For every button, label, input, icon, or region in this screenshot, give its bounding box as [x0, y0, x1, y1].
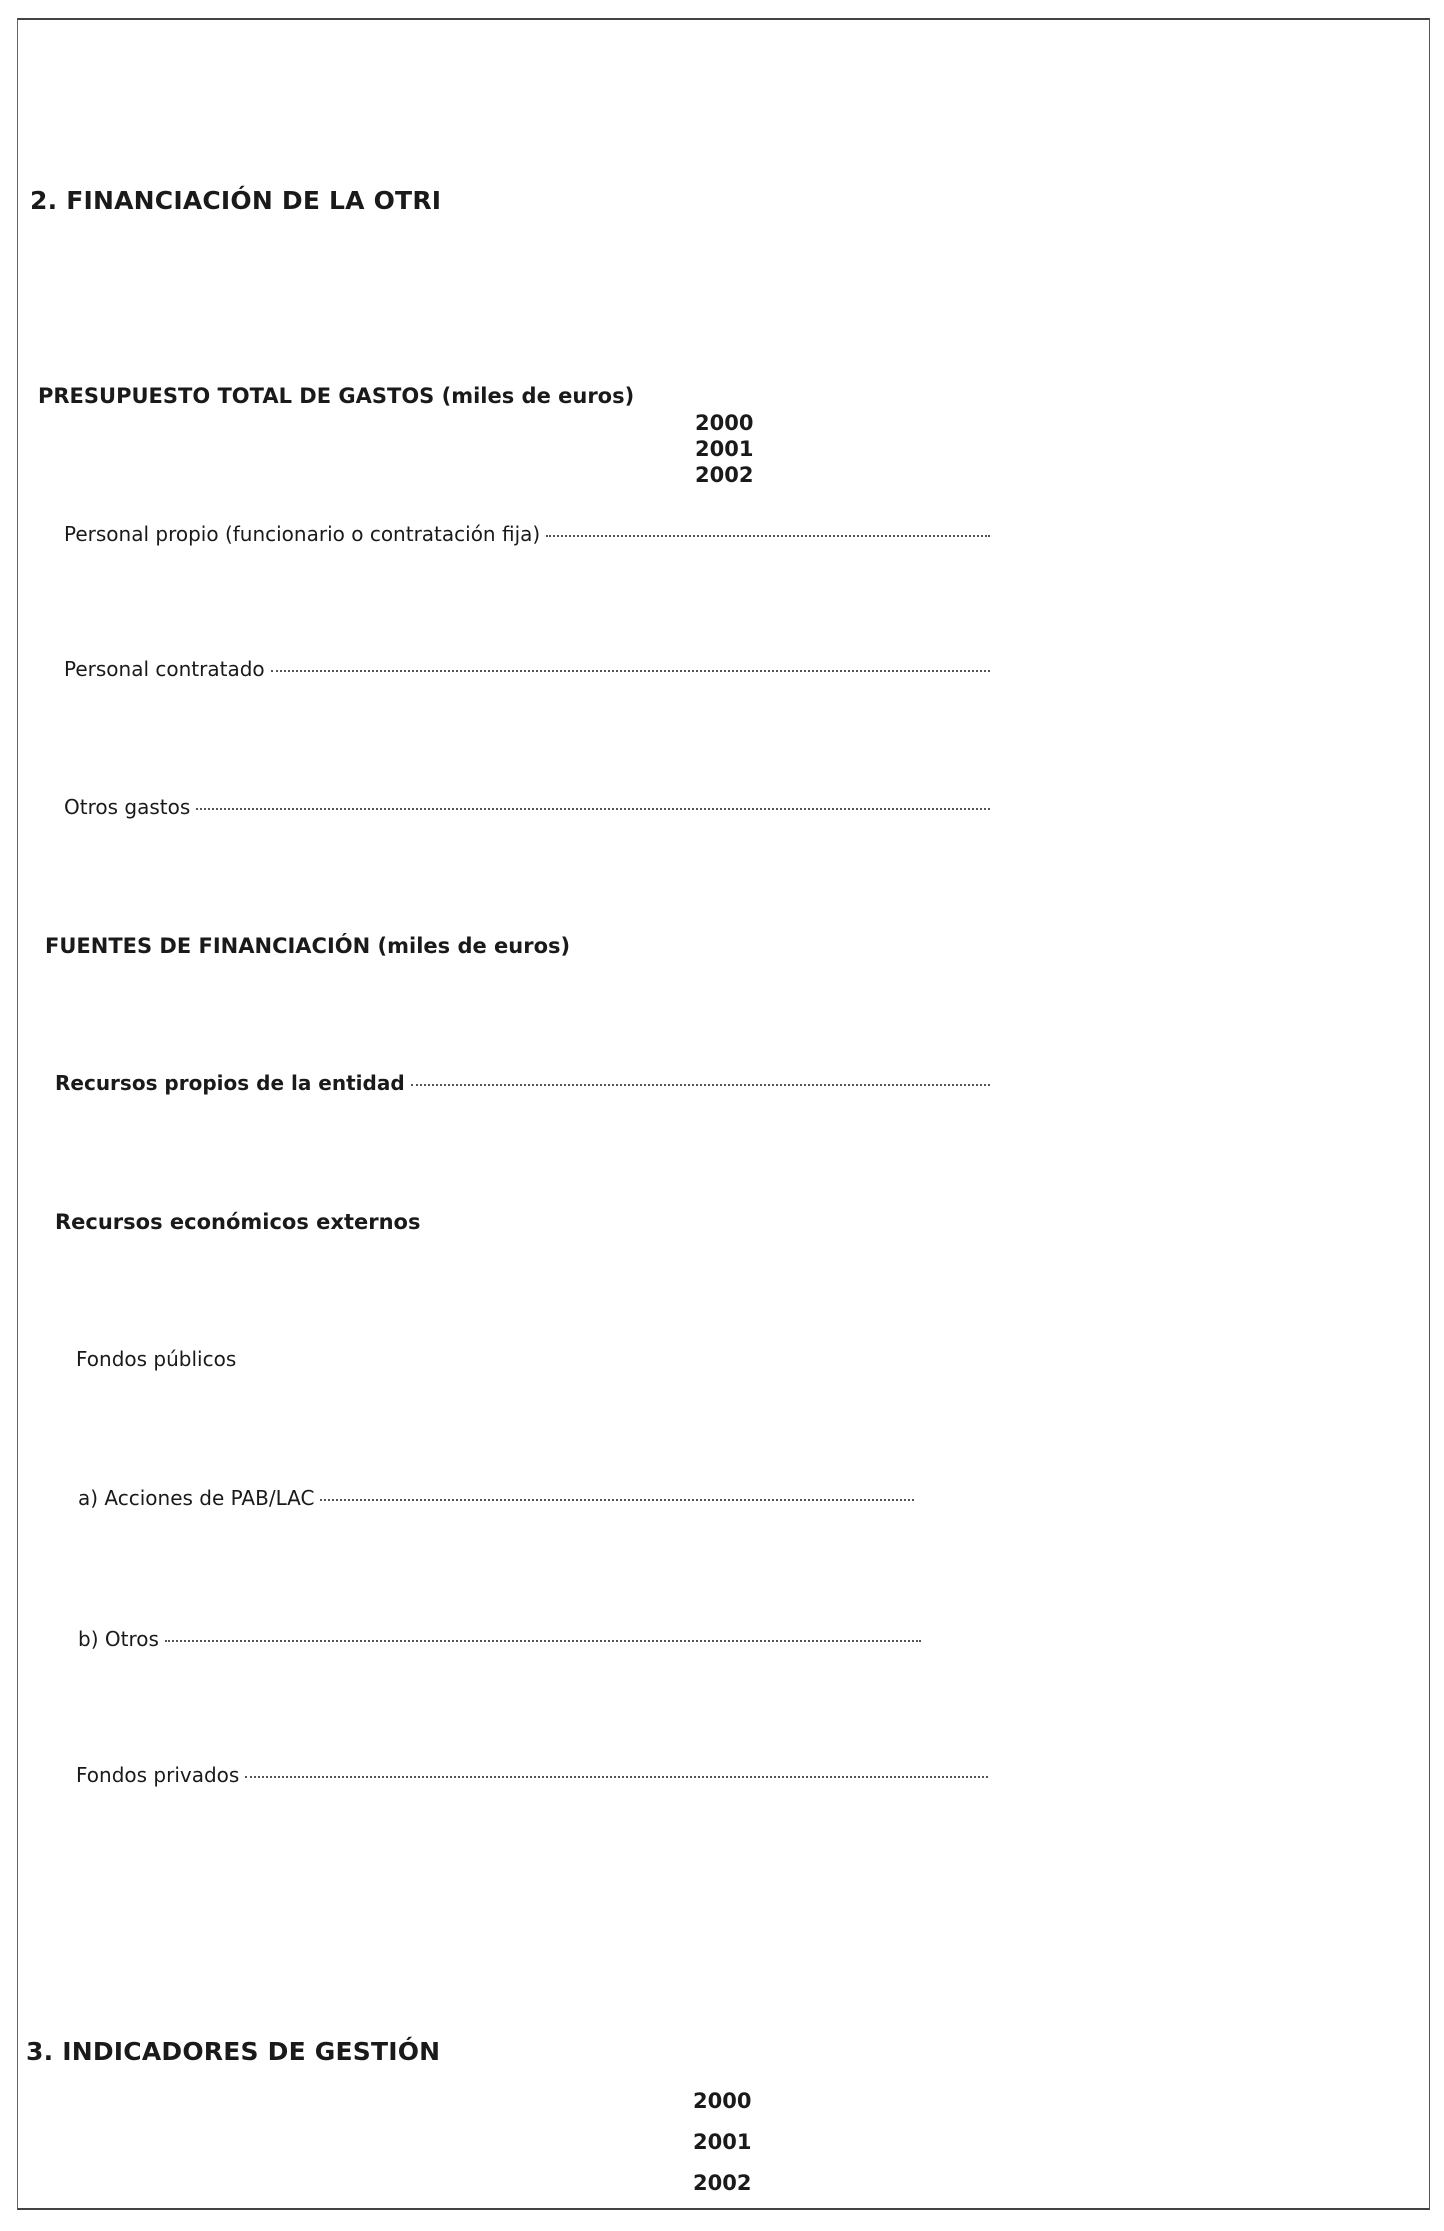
budget-item-label: Personal propio (funcionario o contratación fija): [64, 522, 541, 546]
dotted-leader: [271, 670, 990, 672]
indicator-year-2002: 2002: [693, 2171, 752, 2195]
section-2-title: 2. FINANCIACIÓN DE LA OTRI: [30, 186, 442, 215]
budget-item-contracted-staff: [64, 657, 990, 681]
budget-item-label: Otros gastos: [64, 795, 191, 819]
funding-own-resources-label: Recursos propios de la entidad: [55, 1071, 405, 1095]
budget-item-own-staff: [64, 522, 990, 546]
dotted-leader: [546, 535, 990, 537]
funding-private-funds-label: Fondos privados: [76, 1763, 240, 1787]
funding-public-b: [78, 1627, 921, 1651]
funding-public-a: [78, 1486, 914, 1510]
funding-heading: FUENTES DE FINANCIACIÓN (miles de euros): [45, 934, 571, 958]
funding-public-funds: Fondos públicos: [76, 1347, 237, 1371]
indicator-year-2001: 2001: [693, 2130, 752, 2154]
funding-private-funds: [76, 1763, 988, 1787]
budget-year-2000: 2000: [695, 411, 754, 435]
indicator-year-2000: 2000: [693, 2089, 752, 2113]
page-frame: [17, 18, 1430, 2210]
dotted-leader: [196, 808, 990, 810]
dotted-leader: [165, 1640, 921, 1642]
dotted-leader: [245, 1776, 988, 1778]
section-3-title: 3. INDICADORES DE GESTIÓN: [26, 2037, 441, 2066]
budget-heading: PRESUPUESTO TOTAL DE GASTOS (miles de euros): [38, 384, 635, 408]
dotted-leader: [411, 1084, 990, 1086]
dotted-leader: [320, 1499, 914, 1501]
budget-item-label: Personal contratado: [64, 657, 265, 681]
funding-external-resources: Recursos económicos externos: [55, 1210, 421, 1234]
funding-public-a-label: a) Acciones de PAB/LAC: [78, 1486, 315, 1510]
funding-own-resources: [55, 1071, 990, 1095]
budget-year-2001: 2001: [695, 437, 754, 461]
budget-item-other-expenses: [64, 795, 990, 819]
budget-year-2002: 2002: [695, 463, 754, 487]
funding-public-b-label: b) Otros: [78, 1627, 159, 1651]
